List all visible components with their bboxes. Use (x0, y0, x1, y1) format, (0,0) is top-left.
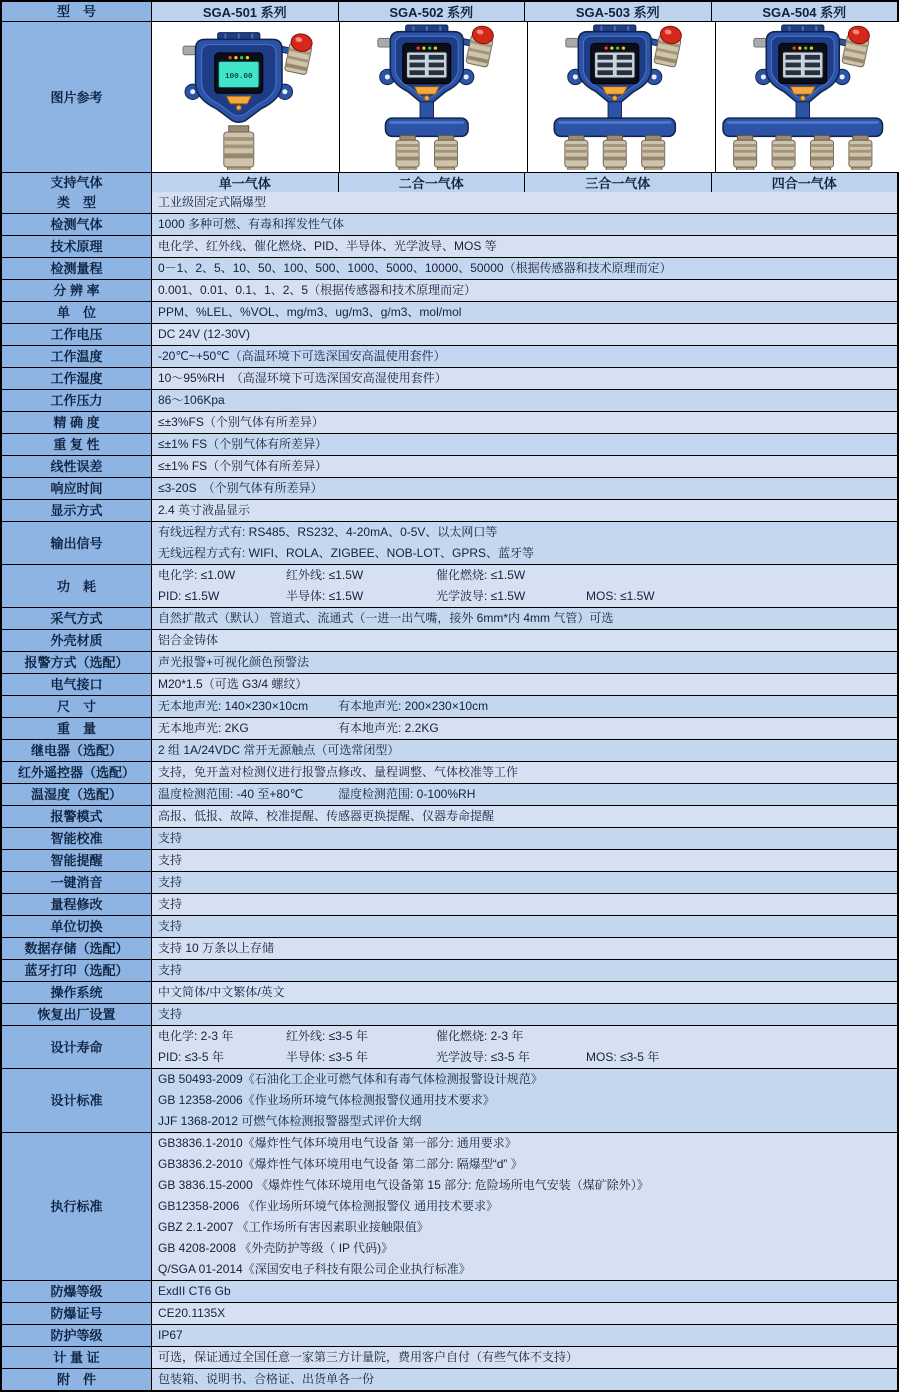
spec-row-label: 红外遥控器（选配） (2, 762, 152, 783)
spec-value-line: 可选，保证通过全国任意一家第三方计量院，费用客户自付（有些气体不支持） (158, 1350, 579, 1364)
spec-value-line: ≤3-20S （个别气体有所差异） (158, 481, 323, 495)
spec-row (2, 937, 897, 959)
spec-value-segment: 催化燃烧: 2-3 年 (436, 1029, 524, 1043)
spec-row-label: 计 量 证 (2, 1347, 152, 1368)
spec-row-label: 一键消音 (2, 872, 152, 893)
spec-row-label: 尺 寸 (2, 696, 152, 717)
spec-row-label: 蓝牙打印（选配） (2, 960, 152, 981)
spec-row-label: 技术原理 (2, 236, 152, 257)
spec-row (2, 915, 897, 937)
product-image-SGA-501 (152, 22, 339, 172)
spec-value-segment: 光学波导: ≤1.5W (436, 589, 526, 603)
spec-row-value (152, 696, 897, 717)
model-header-1: SGA-501 系列 (152, 2, 338, 21)
spec-row-value (152, 1133, 897, 1280)
spec-row-label: 单 位 (2, 302, 152, 323)
spec-value-line: ≤±3%FS（个别气体有所差异） (158, 415, 324, 429)
spec-row-value (152, 718, 897, 739)
spec-value-segment: 温度检测范围: -40 至+80℃ (158, 787, 304, 801)
spec-value-line: 0－1、2、5、10、50、100、500、1000、5000、10000、50000（根据传感器和技术原理而定） (158, 261, 672, 275)
spec-row-label: 外壳材质 (2, 630, 152, 651)
spec-row-value (152, 565, 897, 607)
spec-value-segment: 红外线: ≤3-5 年 (286, 1029, 368, 1043)
spec-row (2, 301, 897, 323)
spec-value-line: 自然扩散式（默认） 管道式、流通式（一进一出气嘴，接外 6mm*内 4mm 气管）可选 (158, 611, 614, 625)
svg-text:100.00: 100.00 (224, 72, 253, 81)
spec-row-label: 显示方式 (2, 500, 152, 521)
spec-value-line (152, 586, 897, 607)
spec-row (2, 1280, 897, 1302)
product-image-SGA-503 (527, 22, 715, 172)
spec-value-line: GB 50493-2009《石油化工企业可燃气体和有毒气体检测报警设计规范》 (158, 1072, 543, 1086)
spec-row-label: 防爆证号 (2, 1303, 152, 1324)
supported-gas-label: 支持气体 (2, 173, 152, 192)
spec-row-label: 检测气体 (2, 214, 152, 235)
spec-row-label: 恢复出厂设置 (2, 1004, 152, 1025)
spec-row-value (152, 916, 897, 937)
spec-value-line: 86～106Kpa (158, 393, 225, 407)
supported-gas-columns (152, 173, 897, 192)
spec-row (2, 1025, 897, 1068)
supported-gas-row (2, 172, 897, 192)
supported-gas-value-4: 四合一气体 (711, 173, 898, 192)
spec-value-line: M20*1.5（可选 G3/4 螺纹） (158, 677, 308, 691)
spec-row (2, 499, 897, 521)
spec-value-segment: 红外线: ≤1.5W (286, 568, 364, 582)
spec-row-label: 类 型 (2, 192, 152, 213)
spec-value-segment: PID: ≤3-5 年 (158, 1050, 224, 1064)
spec-row-value (152, 478, 897, 499)
spec-value-segment: 电化学: ≤1.0W (158, 568, 236, 582)
header-model-label: 型 号 (2, 2, 152, 21)
spec-row-label: 分 辨 率 (2, 280, 152, 301)
spec-row (2, 564, 897, 607)
spec-row-label: 执行标准 (2, 1133, 152, 1280)
spec-value-line: 1000 多种可燃、有毒和挥发性气体 (158, 217, 345, 231)
spec-row-value (152, 828, 897, 849)
spec-value-line: 支持 (158, 897, 183, 911)
spec-value-segment: 无本地声光: 140×230×10cm (158, 699, 309, 713)
image-row (2, 21, 897, 172)
spec-row (2, 783, 897, 805)
spec-value-line: Q/SGA 01-2014《深国安电子科技有限公司企业执行标准》 (158, 1262, 471, 1276)
spec-row-label: 设计标准 (2, 1069, 152, 1132)
supported-gas-value-1: 单一气体 (152, 173, 338, 192)
spec-row (2, 433, 897, 455)
spec-row-value (152, 1281, 897, 1302)
spec-value-segment: 催化燃烧: ≤1.5W (436, 568, 526, 582)
spec-row (2, 673, 897, 695)
spec-rows-container (2, 192, 897, 1390)
spec-value-line: 支持 (158, 875, 183, 889)
spec-row-value (152, 456, 897, 477)
supported-gas-value-2: 二合一气体 (338, 173, 525, 192)
spec-row (2, 651, 897, 673)
model-header-3: SGA-503 系列 (524, 2, 711, 21)
spec-value-segment: 无本地声光: 2KG (158, 721, 249, 735)
spec-value-line: 工业级固定式隔爆型 (158, 195, 267, 209)
spec-value-line: 支持 (158, 831, 183, 845)
spec-row-value (152, 674, 897, 695)
spec-row-value (152, 324, 897, 345)
spec-value-line: -20℃~+50℃（高温环境下可选深国安高温使用套件） (158, 349, 446, 363)
spec-row (2, 213, 897, 235)
image-row-label: 图片参考 (2, 22, 152, 172)
spec-row (2, 192, 897, 213)
spec-value-line (152, 565, 897, 586)
spec-value-line: IP67 (158, 1328, 183, 1342)
spec-row-label: 重 复 性 (2, 434, 152, 455)
spec-value-line: 2.4 英寸液晶显示 (158, 503, 251, 517)
spec-row-value (152, 850, 897, 871)
spec-row-label: 检测量程 (2, 258, 152, 279)
spec-row-value (152, 652, 897, 673)
spec-value-line: 支持 10 万条以上存储 (158, 941, 275, 955)
spec-value-line: 支持 (158, 963, 183, 977)
spec-row (2, 455, 897, 477)
spec-row-value (152, 1369, 897, 1390)
spec-row-label: 防爆等级 (2, 1281, 152, 1302)
product-image-SGA-502 (339, 22, 527, 172)
spec-value-line: 无线远程方式有: WIFI、ROLA、ZIGBEE、NOB-LOT、GPRS、蓝牙等 (158, 546, 535, 560)
spec-row-label: 电气接口 (2, 674, 152, 695)
spec-value-line: 铝合金铸体 (158, 633, 219, 647)
spec-value-line: 支持 (158, 1007, 183, 1021)
spec-value-line: 支持 (158, 853, 183, 867)
spec-row-value (152, 302, 897, 323)
spec-row (2, 477, 897, 499)
spec-row (2, 871, 897, 893)
spec-value-line: 声光报警+可视化颜色预警法 (158, 655, 310, 669)
spec-value-line: GB12358-2006 《作业场所环境气体检测报警仪 通用技术要求》 (158, 1199, 499, 1213)
spec-value-line: GB3836.1-2010《爆炸性气体环境用电气设备 第一部分: 通用要求》 (158, 1136, 517, 1150)
spec-row-label: 输出信号 (2, 522, 152, 564)
spec-row (2, 607, 897, 629)
spec-row (2, 235, 897, 257)
spec-row-value (152, 740, 897, 761)
spec-row (2, 893, 897, 915)
spec-row (2, 1368, 897, 1390)
spec-row-label: 量程修改 (2, 894, 152, 915)
spec-row (2, 1003, 897, 1025)
spec-value-segment: PID: ≤1.5W (158, 589, 220, 603)
spec-row-label: 工作湿度 (2, 368, 152, 389)
spec-row (2, 257, 897, 279)
spec-row (2, 717, 897, 739)
spec-value-line: GB 12358-2006《作业场所环境气体检测报警仪通用技术要求》 (158, 1093, 495, 1107)
spec-row-value (152, 784, 897, 805)
spec-row (2, 739, 897, 761)
spec-value-segment: 半导体: ≤3-5 年 (286, 1050, 368, 1064)
header-model-columns (152, 2, 897, 21)
spec-value-line: CE20.1135X (158, 1306, 226, 1320)
spec-value-line: GBZ 2.1-2007 《工作场所有害因素职业接触限值》 (158, 1220, 429, 1234)
spec-row-label: 单位切换 (2, 916, 152, 937)
spec-row-label: 设计寿命 (2, 1026, 152, 1068)
spec-row-value (152, 1325, 897, 1346)
spec-row-label: 报警方式（选配） (2, 652, 152, 673)
spec-row-value (152, 1026, 897, 1068)
spec-row-label: 数据存储（选配） (2, 938, 152, 959)
spec-row-value (152, 368, 897, 389)
spec-row (2, 367, 897, 389)
spec-row-value (152, 630, 897, 651)
spec-row-value (152, 1004, 897, 1025)
spec-row-value (152, 1347, 897, 1368)
spec-value-line: 支持 (158, 919, 183, 933)
spec-row-value (152, 500, 897, 521)
spec-row (2, 959, 897, 981)
model-header-4: SGA-504 系列 (711, 2, 898, 21)
spec-row-value (152, 894, 897, 915)
spec-row-value (152, 192, 897, 213)
spec-value-line: 中文简体/中文繁体/英文 (158, 985, 285, 999)
spec-row (2, 389, 897, 411)
spec-value-line: DC 24V (12-30V) (158, 327, 251, 341)
spec-row-label: 工作温度 (2, 346, 152, 367)
spec-row-value (152, 608, 897, 629)
spec-value-line: 包装箱、说明书、合格证、出货单各一份 (158, 1372, 375, 1386)
spec-value-line: 支持，免开盖对检测仪进行报警点修改、量程调整、气体校准等工作 (158, 765, 519, 779)
spec-row-value (152, 236, 897, 257)
spec-row-label: 功 耗 (2, 565, 152, 607)
spec-value-segment: 电化学: 2-3 年 (158, 1029, 234, 1043)
spec-row (2, 1068, 897, 1132)
spec-value-line: JJF 1368-2012 可燃气体检测报警器型式评价大纲 (158, 1114, 422, 1128)
spec-row (2, 761, 897, 783)
spec-row (2, 1302, 897, 1324)
spec-value-line: 高报、低报、故障、校准提醒、传感器更换提醒、仪器寿命提醒 (158, 809, 495, 823)
spec-row-value (152, 412, 897, 433)
spec-value-segment: MOS: ≤3-5 年 (586, 1050, 660, 1064)
spec-row-value (152, 1069, 897, 1132)
product-image-SGA-504 (715, 22, 899, 172)
spec-row-label: 报警模式 (2, 806, 152, 827)
spec-value-segment: 有本地声光: 200×230×10cm (338, 699, 489, 713)
spec-row-label: 工作压力 (2, 390, 152, 411)
spec-row-value (152, 258, 897, 279)
spec-row (2, 827, 897, 849)
spec-value-segment: 半导体: ≤1.5W (286, 589, 364, 603)
spec-row-label: 温湿度（选配） (2, 784, 152, 805)
spec-value-line: 2 组 1A/24VDC 常开无源触点（可选常闭型） (158, 743, 400, 757)
spec-row-label: 重 量 (2, 718, 152, 739)
spec-value-line (152, 784, 897, 805)
spec-row-label: 防护等级 (2, 1325, 152, 1346)
spec-value-line (152, 718, 897, 739)
spec-value-line: GB 4208-2008 《外壳防护等级（ IP 代码)》 (158, 1241, 394, 1255)
spec-row (2, 345, 897, 367)
spec-row-label: 线性误差 (2, 456, 152, 477)
spec-row (2, 805, 897, 827)
spec-row-label: 响应时间 (2, 478, 152, 499)
supported-gas-value-3: 三合一气体 (524, 173, 711, 192)
spec-row (2, 411, 897, 433)
spec-row-label: 操作系统 (2, 982, 152, 1003)
spec-value-segment: 光学波导: ≤3-5 年 (436, 1050, 530, 1064)
spec-value-segment: 湿度检测范围: 0-100%RH (338, 787, 476, 801)
spec-value-segment: 有本地声光: 2.2KG (338, 721, 439, 735)
spec-value-line: ≤±1% FS（个别气体有所差异） (158, 459, 328, 473)
spec-row-value (152, 346, 897, 367)
product-image-columns (152, 22, 899, 172)
spec-row-label: 智能提醒 (2, 850, 152, 871)
spec-row (2, 279, 897, 301)
spec-row-value (152, 938, 897, 959)
spec-row (2, 323, 897, 345)
spec-value-line: GB3836.2-2010《爆炸性气体环境用电气设备 第二部分: 隔爆型“d” 》 (158, 1157, 523, 1171)
spec-row-label: 继电器（选配） (2, 740, 152, 761)
spec-row-value (152, 214, 897, 235)
spec-row (2, 1132, 897, 1280)
spec-value-line: 电化学、红外线、催化燃烧、PID、半导体、光学波导、MOS 等 (158, 239, 497, 253)
spec-value-line (152, 1047, 897, 1068)
spec-value-line: ExdII CT6 Gb (158, 1284, 231, 1298)
spec-row-label: 工作电压 (2, 324, 152, 345)
spec-row (2, 1346, 897, 1368)
spec-row-value (152, 762, 897, 783)
header-row (2, 2, 897, 21)
spec-value-line: 0.001、0.01、0.1、1、2、5（根据传感器和技术原理而定） (158, 283, 477, 297)
spec-row-label: 精 确 度 (2, 412, 152, 433)
spec-row-value (152, 390, 897, 411)
spec-row-value (152, 280, 897, 301)
spec-row (2, 849, 897, 871)
spec-row (2, 981, 897, 1003)
spec-row (2, 695, 897, 717)
spec-row-label: 智能校准 (2, 828, 152, 849)
spec-row-label: 附 件 (2, 1369, 152, 1390)
spec-row-value (152, 872, 897, 893)
spec-row-value (152, 960, 897, 981)
spec-row-label: 采气方式 (2, 608, 152, 629)
spec-row (2, 521, 897, 564)
spec-row-value (152, 522, 897, 564)
spec-value-line (152, 1026, 897, 1047)
spec-row-value (152, 982, 897, 1003)
spec-value-line: GB 3836.15-2000 《爆炸性气体环境用电气设备第 15 部分: 危险场所电气安装（煤矿除外）》 (158, 1178, 649, 1192)
spec-value-line: 10～95%RH （高湿环境下可选深国安高湿使用套件） (158, 371, 447, 385)
model-header-2: SGA-502 系列 (338, 2, 525, 21)
spec-value-line: PPM、%LEL、%VOL、mg/m3、ug/m3、g/m3、mol/mol (158, 305, 462, 319)
spec-value-line (152, 696, 897, 717)
spec-row-value (152, 806, 897, 827)
spec-value-line: 有线远程方式有: RS485、RS232、4-20mA、0-5V、以太网口等 (158, 525, 498, 539)
spec-row (2, 1324, 897, 1346)
spec-row (2, 629, 897, 651)
spec-value-segment: MOS: ≤1.5W (586, 589, 655, 603)
spec-row-value (152, 434, 897, 455)
spec-value-line: ≤±1% FS（个别气体有所差异） (158, 437, 328, 451)
spec-row-value (152, 1303, 897, 1324)
